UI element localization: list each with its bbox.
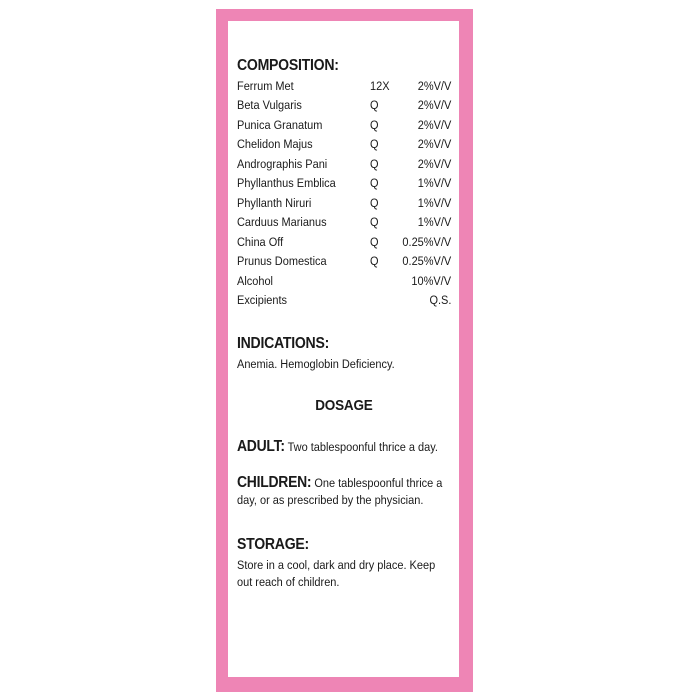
ingredient-potency: Q — [370, 234, 379, 249]
ingredient-potency: Q — [370, 195, 379, 210]
composition-row — [237, 118, 451, 136]
ingredient-name: Andrographis Pani — [237, 156, 328, 171]
composition-row — [237, 274, 451, 292]
ingredient-potency: Q — [370, 254, 379, 269]
ingredient-potency: Q — [370, 117, 379, 132]
ingredient-amount: 1%V/V — [417, 176, 451, 191]
composition-row — [237, 137, 451, 155]
ingredient-amount: 2%V/V — [417, 98, 451, 113]
adult-dosage — [237, 438, 451, 456]
composition-row — [237, 293, 451, 311]
ingredient-name: China Off — [237, 234, 284, 249]
ingredient-amount: 0.25%V/V — [402, 234, 451, 249]
children-dosage — [237, 474, 451, 509]
ingredient-name: Alcohol — [237, 273, 273, 288]
ingredient-potency: Q — [370, 156, 379, 171]
label-border — [216, 9, 473, 692]
ingredient-amount: 2%V/V — [417, 137, 451, 152]
ingredient-amount: 2%V/V — [417, 79, 451, 93]
ingredient-name: Phyllanthus Emblica — [237, 176, 336, 191]
composition-row — [237, 176, 451, 194]
storage-heading: STORAGE: — [237, 536, 309, 553]
ingredient-amount: 2%V/V — [417, 117, 451, 132]
composition-row — [237, 196, 451, 214]
ingredient-amount: 1%V/V — [417, 215, 451, 230]
ingredient-potency: 12X — [370, 79, 390, 93]
composition-heading: COMPOSITION: — [237, 57, 339, 74]
ingredient-potency: Q — [370, 215, 379, 230]
composition-row — [237, 235, 451, 253]
indications-text: Anemia. Hemoglobin Deficiency. — [237, 357, 395, 371]
ingredient-name: Punica Granatum — [237, 117, 323, 132]
adult-label: ADULT: — [237, 438, 285, 455]
ingredient-name: Chelidon Majus — [237, 137, 313, 152]
composition-row — [237, 215, 451, 233]
composition-row — [237, 157, 451, 175]
ingredient-name: Carduus Marianus — [237, 215, 327, 230]
composition-row — [237, 79, 451, 97]
children-text: One tablespoonful thrice a day, or as prescribed by the physician. — [237, 476, 443, 507]
label-panel — [228, 21, 459, 677]
composition-row — [237, 98, 451, 116]
ingredient-amount: 0.25%V/V — [402, 254, 451, 269]
ingredient-amount: Q.S. — [429, 292, 451, 307]
indications-heading: INDICATIONS: — [237, 335, 330, 352]
ingredient-name: Prunus Domestica — [237, 254, 327, 269]
composition-row — [237, 254, 451, 272]
ingredient-potency: Q — [370, 98, 379, 113]
ingredient-name: Beta Vulgaris — [237, 98, 302, 113]
ingredient-potency: Q — [370, 176, 379, 191]
ingredient-name: Ferrum Met — [237, 79, 294, 93]
dosage-heading — [237, 397, 451, 414]
ingredient-potency: Q — [370, 137, 379, 152]
ingredient-amount: 1%V/V — [417, 195, 451, 210]
ingredient-name: Phyllanth Niruri — [237, 195, 312, 210]
dosage-heading-text: DOSAGE — [315, 397, 373, 414]
storage-text: Store in a cool, dark and dry place. Keep out reach of children. — [237, 558, 436, 589]
children-label: CHILDREN: — [237, 474, 312, 491]
ingredient-amount: 2%V/V — [417, 156, 451, 171]
ingredient-name: Excipients — [237, 292, 287, 307]
ingredient-amount: 10%V/V — [411, 273, 451, 288]
adult-text: Two tablespoonful thrice a day. — [284, 440, 438, 454]
